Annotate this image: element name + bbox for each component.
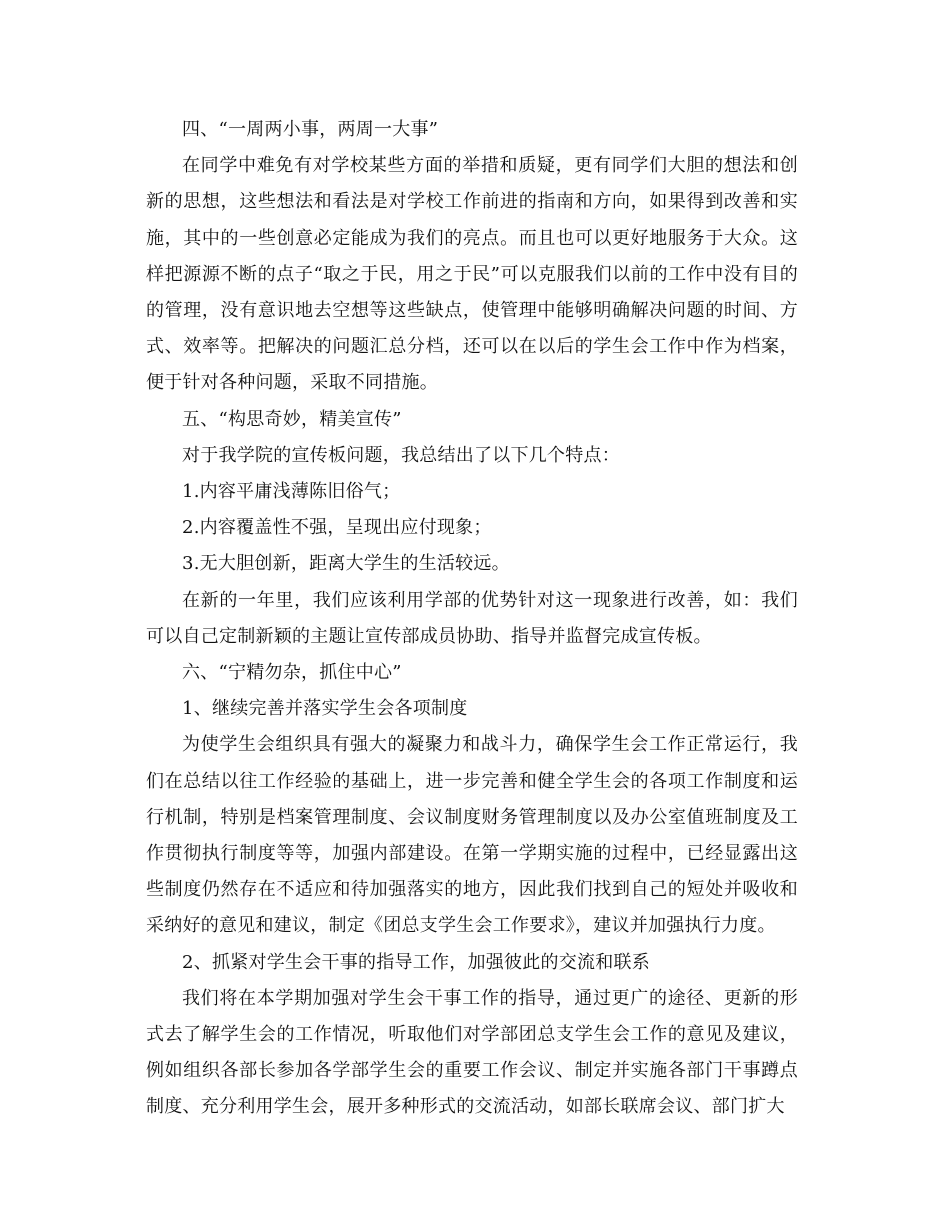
list-item: 1.内容平庸浅薄陈旧俗气； (182, 481, 401, 503)
section-heading-four: 四、“一周两小事，两周一大事” (182, 119, 439, 140)
subsection-heading: 1、继续完善并落实学生会各项制度 (182, 698, 468, 720)
document-body (146, 112, 798, 1126)
body-paragraph: 在同学中难免有对学校某些方面的举措和质疑，更有同学们大胆的想法和创新的思想，这些想法和看法是对学校工作前进的指南和方向，如果得到改善和实施，其中的一些创意必定能成为我们的亮点。而且也可以更好地服务于大众。这样把源源不断的点子“取之于民，用之于民”可以克服我们以前的工作中没有目的的管理，没有意识地去空想等这些缺点，使管理中能够明确解决问题的时间、方式、效率等。把解决的问题汇总分档，还可以在以后的学生会工作中作为档案，便于针对各种问题，采取不同措施。 (146, 155, 798, 394)
body-paragraph: 为使学生会组织具有强大的凝聚力和战斗力，确保学生会工作正常运行，我们在总结以往工作经验的基础上，进一步完善和健全学生会的各项工作制度和运行机制，特别是档案管理制度、会议制度财务管理制度以及办公室值班制度及工作贯彻执行制度等等，加强内部建设。在第一学期实施的过程中，已经显露出这些制度仍然存在不适应和待加强落实的地方，因此我们找到自己的短处并吸收和采纳好的意见和建议，制定《团总支学生会工作要求》，建议并加强执行力度。 (146, 734, 798, 937)
body-paragraph: 对于我学院的宣传板问题，我总结出了以下几个特点： (182, 444, 620, 466)
body-paragraph: 在新的一年里，我们应该利用学部的优势针对这一现象进行改善，如：我们可以自己定制新颖的主题让宣传部成员协助、指导并监督完成宣传板。 (146, 589, 798, 647)
list-item: 2.内容覆盖性不强，呈现出应付现象； (182, 517, 492, 539)
body-paragraph: 我们将在本学期加强对学生会干事工作的指导，通过更广的途径、更新的形式去了解学生会的工作情况，听取他们对学部团总支学生会工作的意见及建议，例如组织各部长参加各学部学生会的重要工作会议、制定并实施各部门干事蹲点制度、充分利用学生会，展开多种形式的交流活动，如部长联席会议、部门扩大 (146, 987, 798, 1118)
section-heading-five: 五、“构思奇妙，精美宣传” (182, 408, 402, 430)
section-heading-six: 六、“宁精勿杂，抓住中心” (182, 662, 402, 684)
subsection-heading: 2、抓紧对学生会干事的指导工作，加强彼此的交流和联系 (182, 951, 650, 973)
list-item: 3.无大胆创新，距离大学生的生活较远。 (182, 553, 510, 575)
